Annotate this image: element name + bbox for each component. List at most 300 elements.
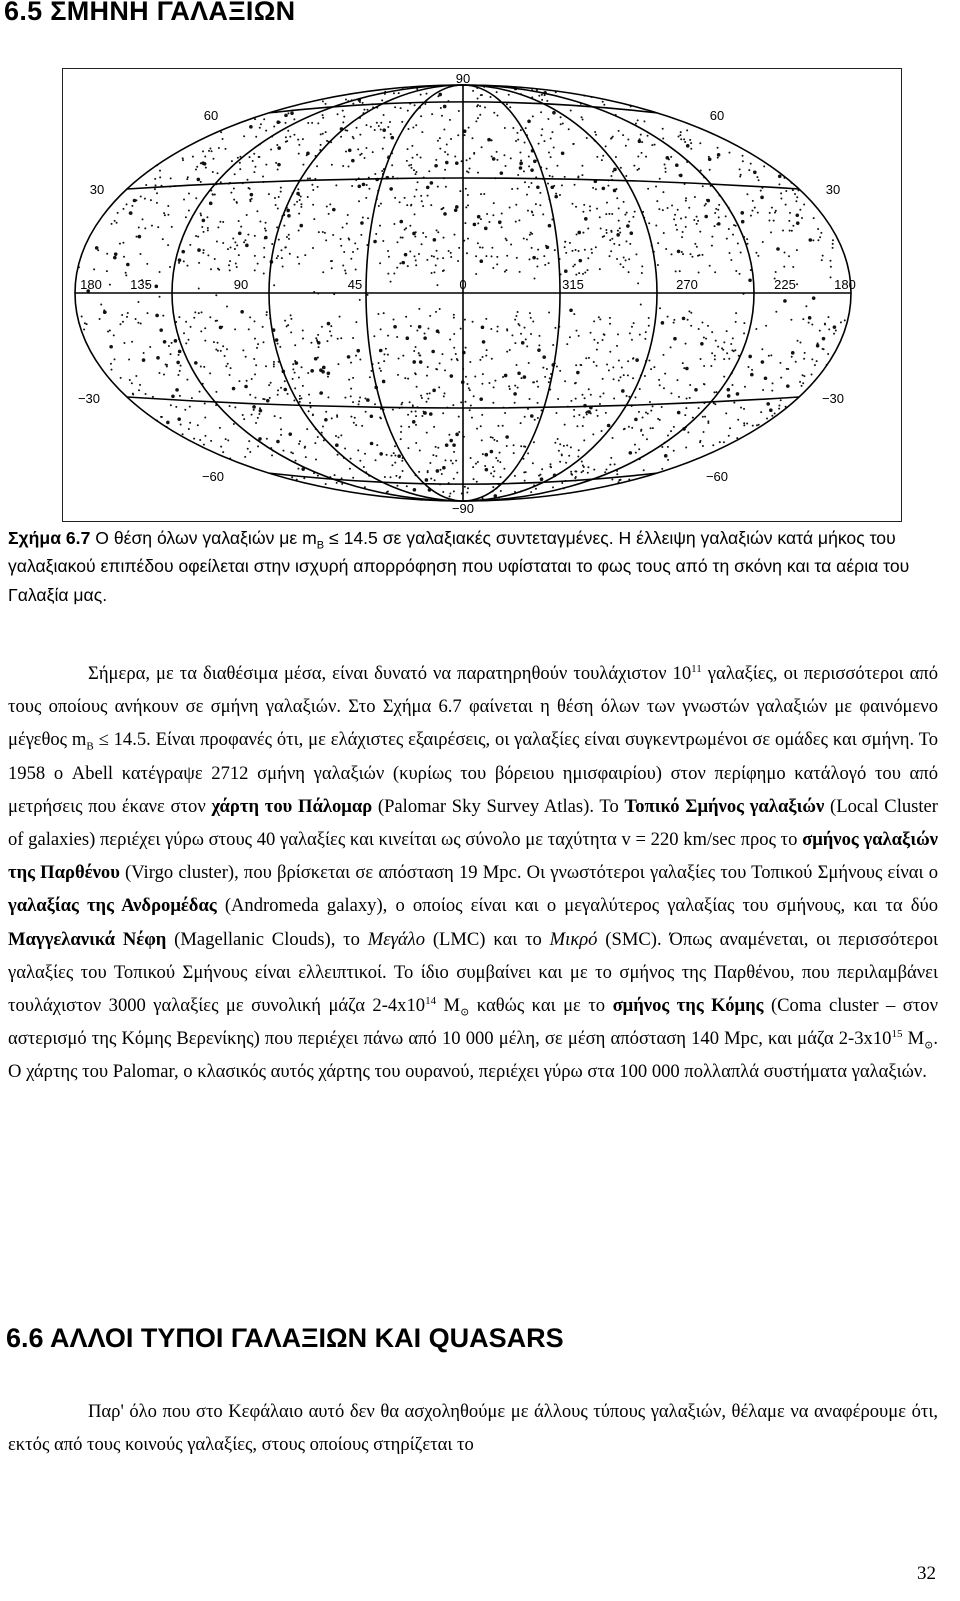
galaxy-point — [290, 331, 292, 333]
galaxy-point — [287, 112, 289, 114]
galaxy-point — [644, 338, 646, 340]
galaxy-point — [253, 409, 255, 411]
galaxy-point — [222, 345, 224, 347]
galaxy-point — [491, 247, 493, 249]
body-text-2 — [8, 1395, 938, 1461]
galaxy-point — [532, 214, 534, 216]
galaxy-point — [502, 425, 504, 427]
galaxy-point — [473, 478, 475, 480]
galaxy-point — [639, 334, 641, 336]
galaxy-point — [627, 139, 629, 141]
superscript: 11 — [691, 662, 702, 675]
galaxy-point — [509, 206, 511, 208]
galaxy-point — [824, 324, 826, 326]
galaxy-point — [95, 246, 99, 250]
galaxy-point — [202, 219, 206, 223]
galaxy-point — [433, 256, 435, 258]
galaxy-point — [188, 209, 190, 211]
galaxy-point — [585, 357, 587, 359]
galaxy-point — [450, 138, 452, 140]
galaxy-point — [556, 366, 558, 368]
galaxy-point — [690, 312, 692, 314]
galaxy-point — [114, 220, 116, 222]
galaxy-point — [617, 333, 619, 335]
galaxy-point — [584, 249, 586, 251]
galaxy-point — [188, 192, 190, 194]
galaxy-point — [593, 339, 595, 341]
galaxy-point — [209, 316, 211, 318]
superscript: 14 — [425, 994, 437, 1007]
galaxy-point — [641, 141, 643, 143]
galaxy-point — [166, 364, 168, 366]
galaxy-point — [697, 255, 699, 257]
text: (Local Cluster of galaxies) περιέχει γύρω στους 40 γαλαξίες και κινείται ως σύνολο με ταχύτητα v = 220 km/sec προς το — [8, 795, 938, 851]
galaxy-point — [254, 255, 256, 257]
galaxy-point — [420, 156, 422, 158]
galaxy-point — [596, 156, 598, 158]
galaxy-point — [354, 417, 356, 419]
galaxy-point — [189, 422, 191, 424]
galaxy-point — [473, 395, 475, 397]
galaxy-point — [480, 425, 482, 427]
galaxy-point — [81, 315, 83, 317]
galaxy-point — [247, 234, 249, 236]
galaxy-point — [705, 338, 707, 340]
galaxy-point — [603, 104, 605, 106]
galaxy-point — [355, 269, 357, 271]
galaxy-point — [641, 152, 643, 154]
galaxy-point — [633, 165, 635, 167]
galaxy-point — [418, 325, 422, 329]
galaxy-point — [393, 92, 395, 94]
galaxy-point — [322, 271, 324, 273]
galaxy-point — [598, 316, 600, 318]
galaxy-point — [204, 156, 206, 158]
galaxy-point — [590, 332, 592, 334]
galaxy-point — [125, 274, 127, 276]
galaxy-point — [298, 153, 300, 155]
galaxy-point — [736, 392, 740, 396]
galaxy-point — [253, 153, 255, 155]
galaxy-point — [126, 203, 128, 205]
galaxy-point — [427, 366, 429, 368]
galaxy-point — [298, 229, 300, 231]
galaxy-point — [799, 342, 801, 344]
galaxy-point — [717, 153, 721, 157]
galaxy-point — [278, 196, 280, 198]
galaxy-point — [584, 217, 588, 221]
galaxy-point — [399, 476, 401, 478]
galaxy-point — [103, 310, 107, 314]
galaxy-point — [167, 205, 169, 207]
galaxy-point — [426, 401, 428, 403]
galaxy-point — [342, 165, 344, 167]
galaxy-point — [84, 322, 86, 324]
galaxy-point — [276, 440, 280, 444]
galaxy-point — [297, 256, 299, 258]
galaxy-point — [321, 326, 323, 328]
galaxy-point — [585, 412, 587, 414]
galaxy-point — [685, 197, 687, 199]
galaxy-point — [696, 216, 698, 218]
galaxy-point — [469, 361, 471, 363]
galaxy-point — [286, 236, 288, 238]
galaxy-point — [119, 323, 121, 325]
galaxy-point — [605, 468, 607, 470]
galaxy-point — [469, 167, 471, 169]
galaxy-point — [219, 221, 221, 223]
galaxy-point — [623, 201, 625, 203]
galaxy-point — [383, 312, 385, 314]
galaxy-point — [635, 396, 637, 398]
galaxy-point — [511, 334, 513, 336]
galaxy-point — [464, 401, 466, 403]
galaxy-point — [394, 197, 396, 199]
galaxy-point — [757, 255, 759, 257]
galaxy-point — [352, 401, 354, 403]
galaxy-point — [605, 213, 607, 215]
galaxy-point — [533, 441, 535, 443]
galaxy-point — [419, 360, 423, 364]
galaxy-point — [414, 236, 416, 238]
galaxy-point — [317, 475, 319, 477]
galaxy-point — [743, 408, 745, 410]
galaxy-point — [525, 127, 527, 129]
galaxy-point — [291, 476, 293, 478]
galaxy-point — [814, 364, 816, 366]
galaxy-point — [618, 380, 620, 382]
galaxy-point — [496, 440, 498, 442]
galaxy-point — [302, 385, 304, 387]
galaxy-point — [220, 131, 222, 133]
galaxy-point — [281, 257, 283, 259]
galaxy-point — [687, 319, 689, 321]
galaxy-point — [726, 238, 728, 240]
galaxy-point — [255, 364, 257, 366]
galaxy-point — [684, 141, 686, 143]
galaxy-point — [387, 490, 389, 492]
galaxy-point — [530, 333, 532, 335]
galaxy-point — [589, 205, 591, 207]
galaxy-point — [739, 168, 741, 170]
galaxy-point — [524, 327, 526, 329]
galaxy-point — [83, 328, 85, 330]
galaxy-point — [226, 305, 228, 307]
galaxy-point — [453, 478, 455, 480]
galaxy-point — [575, 476, 577, 478]
galaxy-point — [766, 402, 770, 406]
galaxy-point — [370, 414, 374, 418]
galaxy-point — [655, 225, 657, 227]
galaxy-point — [396, 267, 398, 269]
galaxy-point — [742, 155, 744, 157]
galaxy-point — [138, 226, 140, 228]
galaxy-point — [435, 159, 437, 161]
galaxy-point — [336, 482, 338, 484]
galaxy-point — [334, 474, 336, 476]
galaxy-point — [529, 234, 531, 236]
galaxy-point — [279, 417, 281, 419]
galaxy-point — [492, 402, 494, 404]
galaxy-point — [273, 125, 275, 127]
galaxy-point — [511, 188, 513, 190]
galaxy-point — [748, 279, 752, 283]
galaxy-point — [197, 236, 199, 238]
galaxy-point — [388, 256, 390, 258]
galaxy-point — [453, 317, 455, 319]
galaxy-point — [170, 177, 172, 179]
galaxy-point — [475, 120, 477, 122]
galaxy-point — [423, 336, 427, 340]
galaxy-point — [109, 284, 111, 286]
galaxy-point — [429, 392, 431, 394]
galaxy-point — [254, 397, 256, 399]
galaxy-point — [591, 252, 593, 254]
galaxy-point — [537, 348, 541, 352]
galaxy-point — [723, 358, 725, 360]
text: Σήμερα, με τα διαθέσιμα μέσα, είναι δυνατό να παρατηρηθούν τουλάχιστον 10 — [88, 663, 692, 684]
galaxy-point — [276, 120, 280, 124]
galaxy-point — [475, 273, 477, 275]
galaxy-point — [601, 159, 603, 161]
galaxy-point — [670, 392, 672, 394]
galaxy-point — [575, 274, 577, 276]
galaxy-point — [186, 379, 188, 381]
galaxy-point — [605, 145, 607, 147]
galaxy-point — [317, 334, 319, 336]
galaxy-point — [490, 328, 492, 330]
galaxy-point — [393, 319, 395, 321]
galaxy-point — [727, 394, 731, 398]
galaxy-point — [109, 329, 111, 331]
galaxy-point — [635, 253, 637, 255]
galaxy-point — [394, 106, 396, 108]
galaxy-point — [453, 333, 455, 335]
galaxy-point — [726, 330, 728, 332]
galaxy-point — [496, 263, 498, 265]
galaxy-point — [492, 466, 494, 468]
galaxy-point — [387, 354, 389, 356]
galaxy-point — [427, 327, 429, 329]
galaxy-point — [628, 258, 630, 260]
galaxy-point — [528, 362, 530, 364]
galaxy-point — [647, 188, 649, 190]
lat-label: −30 — [821, 391, 845, 406]
bold-term: χάρτη του Πάλομαρ — [211, 795, 373, 817]
galaxy-point — [433, 238, 437, 242]
galaxy-point — [234, 173, 236, 175]
galaxy-point — [570, 109, 572, 111]
galaxy-point — [543, 255, 545, 257]
galaxy-point — [599, 396, 601, 398]
galaxy-point — [393, 325, 397, 329]
galaxy-point — [628, 221, 630, 223]
coordinate-grid — [75, 85, 851, 501]
galaxy-point — [518, 324, 520, 326]
galaxy-point — [546, 368, 548, 370]
galaxy-point — [235, 262, 237, 264]
galaxy-point — [131, 341, 133, 343]
galaxy-point — [265, 222, 267, 224]
galaxy-point — [596, 349, 598, 351]
galaxy-point — [476, 428, 478, 430]
galaxy-point — [230, 192, 232, 194]
galaxy-point — [592, 433, 594, 435]
galaxy-point — [420, 94, 422, 96]
galaxy-point — [523, 237, 525, 239]
galaxy-point — [538, 344, 540, 346]
bold-term: σμήνος γαλαξιών της Παρθένου — [8, 829, 938, 884]
galaxy-point — [234, 248, 236, 250]
galaxy-point — [576, 371, 580, 375]
galaxy-point — [516, 132, 518, 134]
galaxy-point — [536, 380, 538, 382]
galaxy-point — [491, 255, 493, 257]
galaxy-point — [698, 272, 700, 274]
galaxy-point — [581, 116, 583, 118]
galaxy-point — [475, 255, 477, 257]
galaxy-point — [688, 310, 690, 312]
galaxy-point — [362, 102, 364, 104]
galaxy-point — [828, 328, 830, 330]
galaxy-point — [406, 204, 408, 206]
galaxy-point — [681, 236, 683, 238]
galaxy-point — [626, 224, 630, 228]
galaxy-point — [816, 360, 818, 362]
galaxy-point — [327, 371, 331, 375]
galaxy-point — [544, 94, 546, 96]
galaxy-point — [200, 181, 202, 183]
galaxy-point — [491, 139, 493, 141]
galaxy-point — [217, 342, 219, 344]
galaxy-point — [481, 94, 483, 96]
galaxy-point — [437, 258, 439, 260]
galaxy-point — [126, 316, 128, 318]
galaxy-point — [179, 395, 181, 397]
galaxy-point — [357, 449, 359, 451]
galaxy-point — [482, 356, 484, 358]
page-number: 32 — [917, 1563, 936, 1584]
galaxy-point — [746, 422, 748, 424]
galaxy-point — [364, 398, 366, 400]
galaxy-point — [340, 434, 342, 436]
galaxy-point — [409, 251, 411, 253]
galaxy-point — [539, 192, 541, 194]
galaxy-point — [620, 263, 622, 265]
galaxy-point — [469, 157, 471, 159]
galaxy-point — [650, 368, 652, 370]
galaxy-point — [220, 350, 222, 352]
galaxy-point — [300, 195, 302, 197]
galaxy-point — [561, 454, 563, 456]
galaxy-point — [242, 414, 244, 416]
galaxy-point — [764, 376, 768, 380]
galaxy-point — [572, 265, 574, 267]
galaxy-point — [284, 114, 288, 118]
galaxy-point — [249, 156, 251, 158]
galaxy-point — [606, 364, 608, 366]
galaxy-point — [536, 258, 538, 260]
galaxy-point — [707, 325, 709, 327]
galaxy-point — [637, 282, 639, 284]
galaxy-point — [406, 485, 408, 487]
galaxy-point — [717, 346, 719, 348]
galaxy-point — [661, 468, 663, 470]
galaxy-point — [530, 182, 532, 184]
galaxy-point — [549, 175, 551, 177]
galaxy-point — [277, 146, 281, 150]
galaxy-point — [132, 393, 134, 395]
galaxy-point — [201, 311, 203, 313]
galaxy-point — [723, 376, 725, 378]
galaxy-point — [538, 335, 540, 337]
galaxy-point — [212, 158, 214, 160]
galaxy-point — [258, 413, 260, 415]
galaxy-point — [603, 392, 605, 394]
lon-label: 135 — [130, 277, 152, 292]
galaxy-point — [812, 239, 814, 241]
galaxy-point — [601, 430, 603, 432]
galaxy-point — [445, 443, 449, 447]
galaxy-point — [288, 238, 290, 240]
galaxy-point — [659, 384, 661, 386]
lon-label: 45 — [347, 277, 363, 292]
galaxy-point — [399, 201, 401, 203]
galaxy-point — [182, 157, 184, 159]
galaxy-point — [234, 241, 236, 243]
galaxy-point — [412, 157, 414, 159]
galaxy-point — [750, 373, 754, 377]
galaxy-point — [593, 361, 595, 363]
galaxy-point — [144, 198, 146, 200]
galaxy-point — [570, 473, 572, 475]
galaxy-point — [484, 106, 486, 108]
galaxy-point — [703, 337, 705, 339]
galaxy-point — [277, 208, 279, 210]
galaxy-point — [495, 457, 497, 459]
galaxy-point — [254, 118, 256, 120]
galaxy-point — [572, 143, 574, 145]
galaxy-point — [472, 466, 474, 468]
galaxy-point — [470, 457, 472, 459]
galaxy-point — [207, 227, 209, 229]
galaxy-point — [467, 238, 469, 240]
galaxy-point — [412, 127, 414, 129]
galaxy-point — [430, 478, 432, 480]
galaxy-point — [802, 318, 804, 320]
galaxy-point — [622, 134, 624, 136]
galaxy-point — [518, 219, 520, 221]
galaxy-point — [259, 221, 261, 223]
galaxy-point — [523, 170, 525, 172]
galaxy-point — [816, 344, 820, 348]
galaxy-point — [756, 424, 758, 426]
galaxy-point — [614, 463, 616, 465]
galaxy-point — [548, 381, 550, 383]
galaxy-point — [188, 428, 190, 430]
galaxy-point — [228, 264, 230, 266]
galaxy-point — [374, 403, 376, 405]
galaxy-point — [652, 405, 654, 407]
galaxy-point — [352, 103, 354, 105]
galaxy-point — [548, 262, 550, 264]
galaxy-point — [748, 355, 752, 359]
galaxy-point — [382, 148, 384, 150]
galaxy-point — [255, 136, 257, 138]
galaxy-point — [358, 403, 360, 405]
galaxy-point — [723, 341, 725, 343]
galaxy-point — [297, 188, 299, 190]
